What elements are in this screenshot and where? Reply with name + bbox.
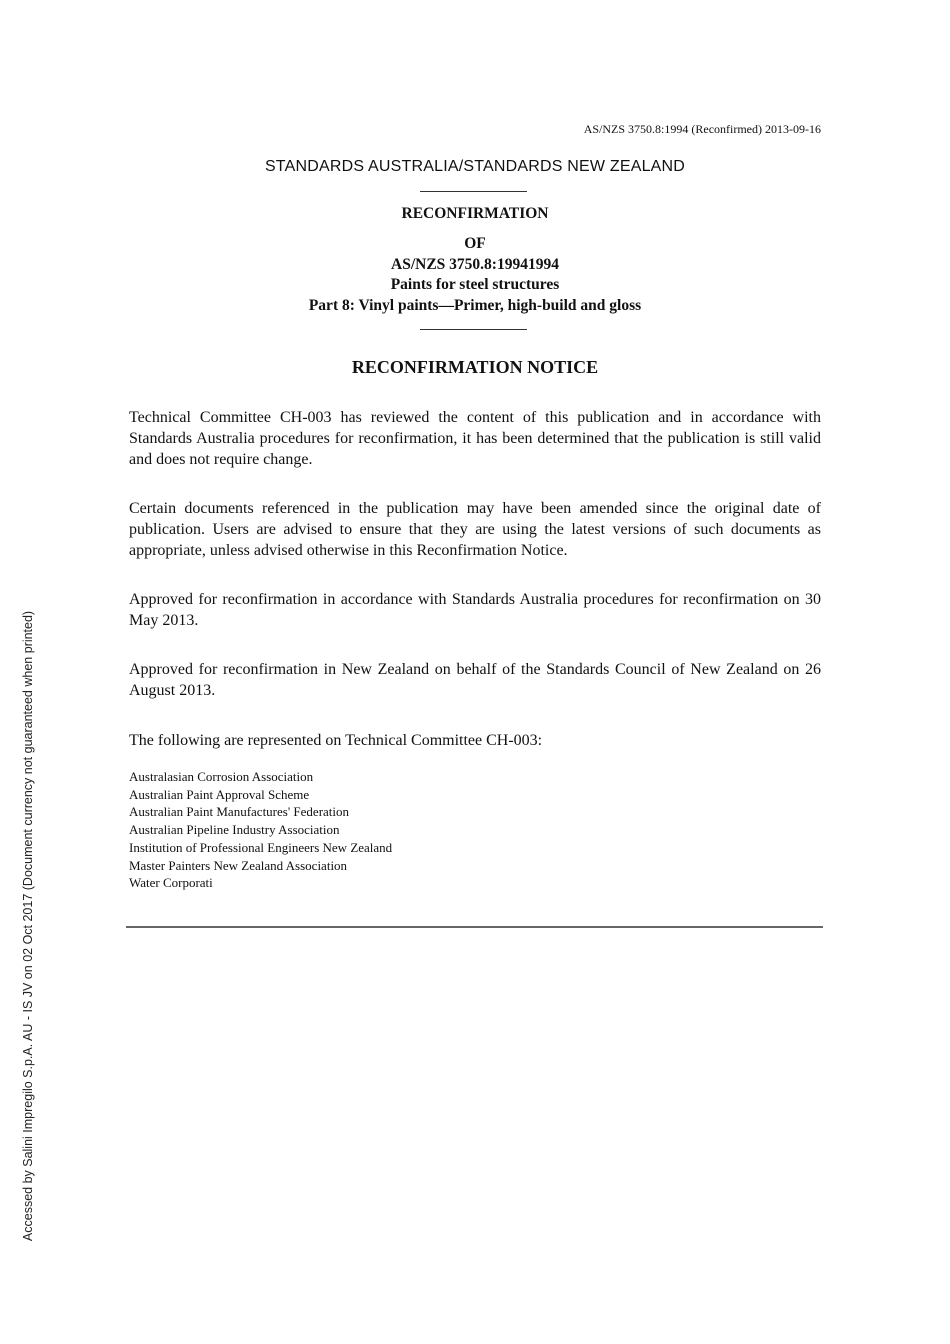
notice-paragraph-references: Certain documents referenced in the publication may have been amended since the original date of publication. Users are advised to ensure that they are using the latest versions of such documents as appropriate, unless advised otherwise in this Reconfirmation Notice. bbox=[129, 500, 821, 559]
notice-paragraph-review: Technical Committee CH-003 has reviewed the content of this publication and in accordance with Standards Australia procedures for reconfirmation, it has been determined that the publication is still valid and does not require change. bbox=[129, 409, 821, 468]
standard-part-title: Part 8: Vinyl paints—Primer, high-build and gloss bbox=[308, 297, 642, 314]
title-divider-bottom bbox=[420, 329, 527, 330]
committee-member-list bbox=[129, 768, 392, 892]
standard-title: Paints for steel structures bbox=[390, 276, 560, 293]
list-item: Australian Pipeline Industry Association bbox=[129, 822, 340, 838]
notice-paragraph-committee-intro: The following are represented on Technical Committee CH-003: bbox=[129, 732, 543, 749]
list-item: Australian Paint Approval Scheme bbox=[129, 786, 310, 802]
list-item: Master Painters New Zealand Association bbox=[129, 857, 348, 873]
title-divider-top bbox=[420, 191, 527, 192]
notice-paragraph-approval-new-zealand: Approved for reconfirmation in New Zealand on behalf of the Standards Council of New Zealand on 26 August 2013. bbox=[129, 661, 821, 699]
notice-paragraph-approval-australia: Approved for reconfirmation in accordance with Standards Australia procedures for reconfirmation on 30 May 2013. bbox=[129, 591, 821, 629]
list-item: Australian Paint Manufactures' Federation bbox=[129, 804, 350, 820]
title-of: OF bbox=[464, 235, 486, 252]
list-item: Australasian Corrosion Association bbox=[129, 769, 314, 784]
section-end-rule bbox=[126, 926, 823, 928]
access-watermark-text: Accessed by Salini Impregilo S.p.A. AU - IS JV on 02 Oct 2017 (Document currency not guaranteed when printed) bbox=[21, 610, 35, 1242]
list-item: Water Corporati bbox=[129, 875, 213, 891]
document-reference: AS/NZS 3750.8:1994 (Reconfirmed) 2013-09-16 bbox=[583, 122, 821, 136]
standard-number: AS/NZS 3750.8:19941994 bbox=[391, 256, 559, 273]
list-item: Institution of Professional Engineers New Zealand bbox=[129, 839, 393, 855]
reconfirmation-title: RECONFIRMATION bbox=[401, 205, 549, 222]
organisation-title: STANDARDS AUSTRALIA/STANDARDS NEW ZEALAND bbox=[264, 158, 686, 175]
notice-heading: RECONFIRMATION NOTICE bbox=[351, 357, 599, 377]
